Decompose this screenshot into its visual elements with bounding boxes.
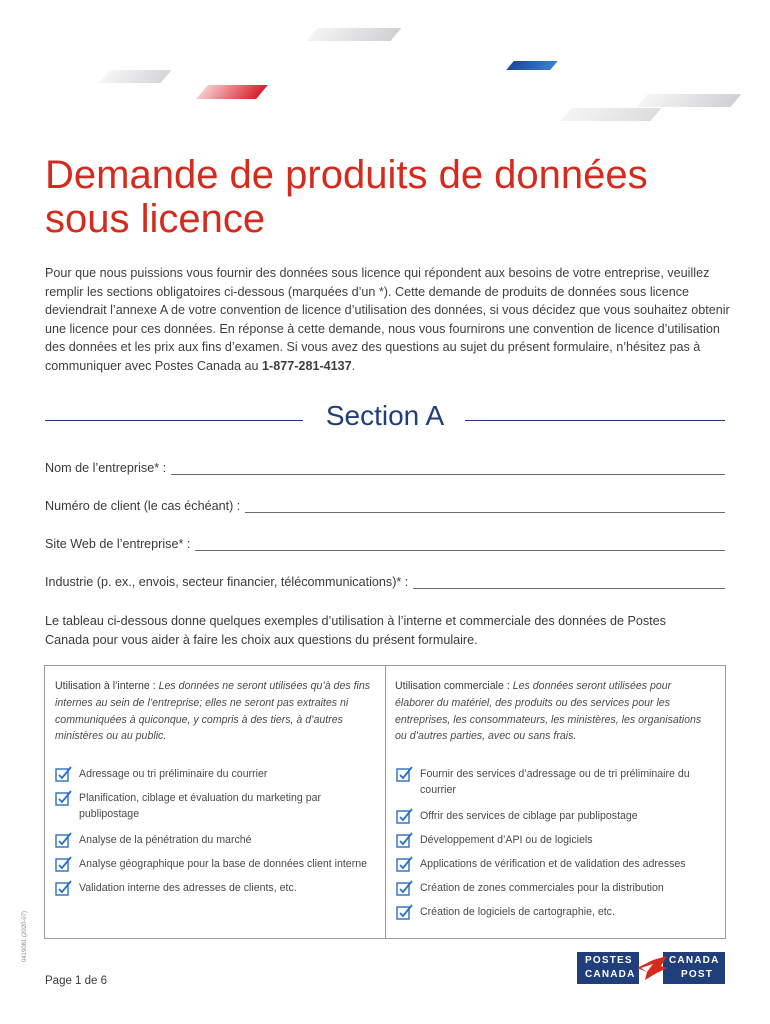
page-title-line2: sous licence (45, 197, 266, 241)
list-item-label: Fournir des services d’adressage ou de tri préliminaire du courrier (420, 768, 690, 796)
usage-table (44, 665, 726, 939)
website-field[interactable] (45, 531, 725, 551)
list-item-label: Création de zones commerciales pour la distribution (420, 882, 664, 894)
website-input-line[interactable] (195, 536, 725, 551)
checkbox-checked-icon (396, 904, 414, 921)
page-title (45, 153, 745, 241)
list-item-label: Analyse géographique pour la base de données client interne (79, 858, 368, 870)
company-name-field[interactable] (45, 455, 725, 475)
section-title: Section A (325, 400, 445, 431)
canada-post-logo (577, 952, 725, 984)
list-item-label: Adressage ou tri préliminaire du courrier (79, 768, 268, 780)
company-name-input-line[interactable] (171, 460, 725, 475)
section-heading (45, 400, 725, 440)
decorative-stripe-blue (506, 61, 558, 70)
page-title-line1: Demande de produits de données (45, 153, 648, 197)
list-item-label: Création de logiciels de cartographie, etc. (420, 906, 615, 918)
list-item (396, 904, 716, 928)
intro-end: . (351, 358, 356, 373)
table-divider (385, 666, 386, 938)
industry-field[interactable] (45, 569, 725, 589)
commercial-use-desc: Les données seront utilisées pour élaborer du matériel, des produits ou des services pour les entreprises, les consommateurs, les ministères, les organisations ou d’autres parties, avec ou sans frais. (395, 680, 702, 743)
checkbox-checked-icon (55, 766, 73, 783)
section-rule-left (45, 420, 303, 421)
commercial-use-description (395, 678, 711, 745)
decorative-stripe-red (196, 85, 268, 99)
form-code: 0419081 (2020-07) (22, 910, 28, 962)
industry-input-line[interactable] (413, 574, 725, 589)
list-item-label: Validation interne des adresses de clients, etc. (79, 882, 297, 894)
intro-paragraph (45, 264, 735, 376)
internal-use-desc: Les données ne seront utilisées qu’à des fins internes au sein de l’entreprise; elles ne seront pas extraites ni communiquées à quiconque, y compris à des tiers, à d’autres ministères ou au public. (55, 680, 371, 743)
field-label: Site Web de l’entreprise* : (45, 537, 191, 551)
checkbox-checked-icon (396, 880, 414, 897)
checkbox-checked-icon (55, 856, 73, 873)
logo-text-postes: POSTES (585, 955, 633, 966)
checkbox-checked-icon (396, 766, 414, 783)
checkbox-checked-icon (55, 790, 73, 807)
list-item (55, 832, 373, 856)
field-label: Numéro de client (le cas échéant) : (45, 499, 241, 513)
decorative-stripe (307, 28, 402, 41)
list-item (55, 880, 373, 904)
list-item (55, 766, 373, 790)
list-item (55, 790, 373, 832)
decorative-stripe (99, 70, 172, 83)
list-item-label: Applications de vérification et de validation des adresses (420, 858, 686, 870)
client-number-input-line[interactable] (245, 498, 725, 513)
section-rule-right (465, 420, 725, 421)
table-intro: Le tableau ci-dessous donne quelques exemples d’utilisation à l’interne et commerciale des données de Postes Canada pour vous aider à faire les choix aux questions du présent formulaire. (45, 614, 666, 647)
list-item (396, 808, 716, 832)
client-number-field[interactable] (45, 493, 725, 513)
list-item (396, 832, 716, 856)
phone-number[interactable]: 1-877-281-4137 (262, 358, 352, 373)
list-item (396, 856, 716, 880)
list-item (396, 766, 716, 808)
logo-text-canada-right: CANADA (669, 955, 720, 966)
list-item-label: Développement d’API ou de logiciels (420, 834, 593, 846)
internal-use-list (55, 766, 373, 904)
list-item-label: Analyse de la pénétration du marché (79, 834, 252, 846)
list-item (55, 856, 373, 880)
checkbox-checked-icon (396, 856, 414, 873)
commercial-use-list (396, 766, 716, 928)
list-item (396, 880, 716, 904)
checkbox-checked-icon (55, 880, 73, 897)
eagle-icon (635, 954, 669, 982)
logo-text-post: POST (681, 969, 714, 980)
field-label: Industrie (p. ex., envois, secteur financier, télécommunications)* : (45, 575, 409, 589)
list-item-label: Planification, ciblage et évaluation du marketing par publipostage (79, 792, 322, 820)
checkbox-checked-icon (55, 832, 73, 849)
field-label: Nom de l’entreprise* : (45, 461, 167, 475)
intro-text: Pour que nous puissions vous fournir des données sous licence qui répondent aux besoins de votre entreprise, veuillez remplir les sections obligatoires ci-dessous (marquées d’un *). Cette demande de produits de données sous licence deviendrait l’annexe A de votre convention de licence d’utilisation des données, si vous décidez que vous souhaitez obtenir une licence pour ces données. En réponse à cette demande, nous vous fournirons une convention de licence d’utilisation des données et les prix aux fins d’examen. Si vous avez des questions au sujet du présent formulaire, n’hésitez pas à communiquer avec Postes Canada au (45, 266, 730, 373)
decorative-stripe (637, 94, 742, 107)
checkbox-checked-icon (396, 832, 414, 849)
decorative-stripe (561, 108, 662, 121)
internal-use-description (55, 678, 371, 745)
page-number: Page 1 de 6 (45, 975, 108, 987)
checkbox-checked-icon (396, 808, 414, 825)
commercial-use-heading: Utilisation commerciale : (395, 680, 510, 692)
internal-use-heading: Utilisation à l’interne : (55, 680, 156, 692)
logo-text-canada-left: CANADA (585, 969, 636, 980)
list-item-label: Offrir des services de ciblage par publipostage (420, 810, 638, 822)
